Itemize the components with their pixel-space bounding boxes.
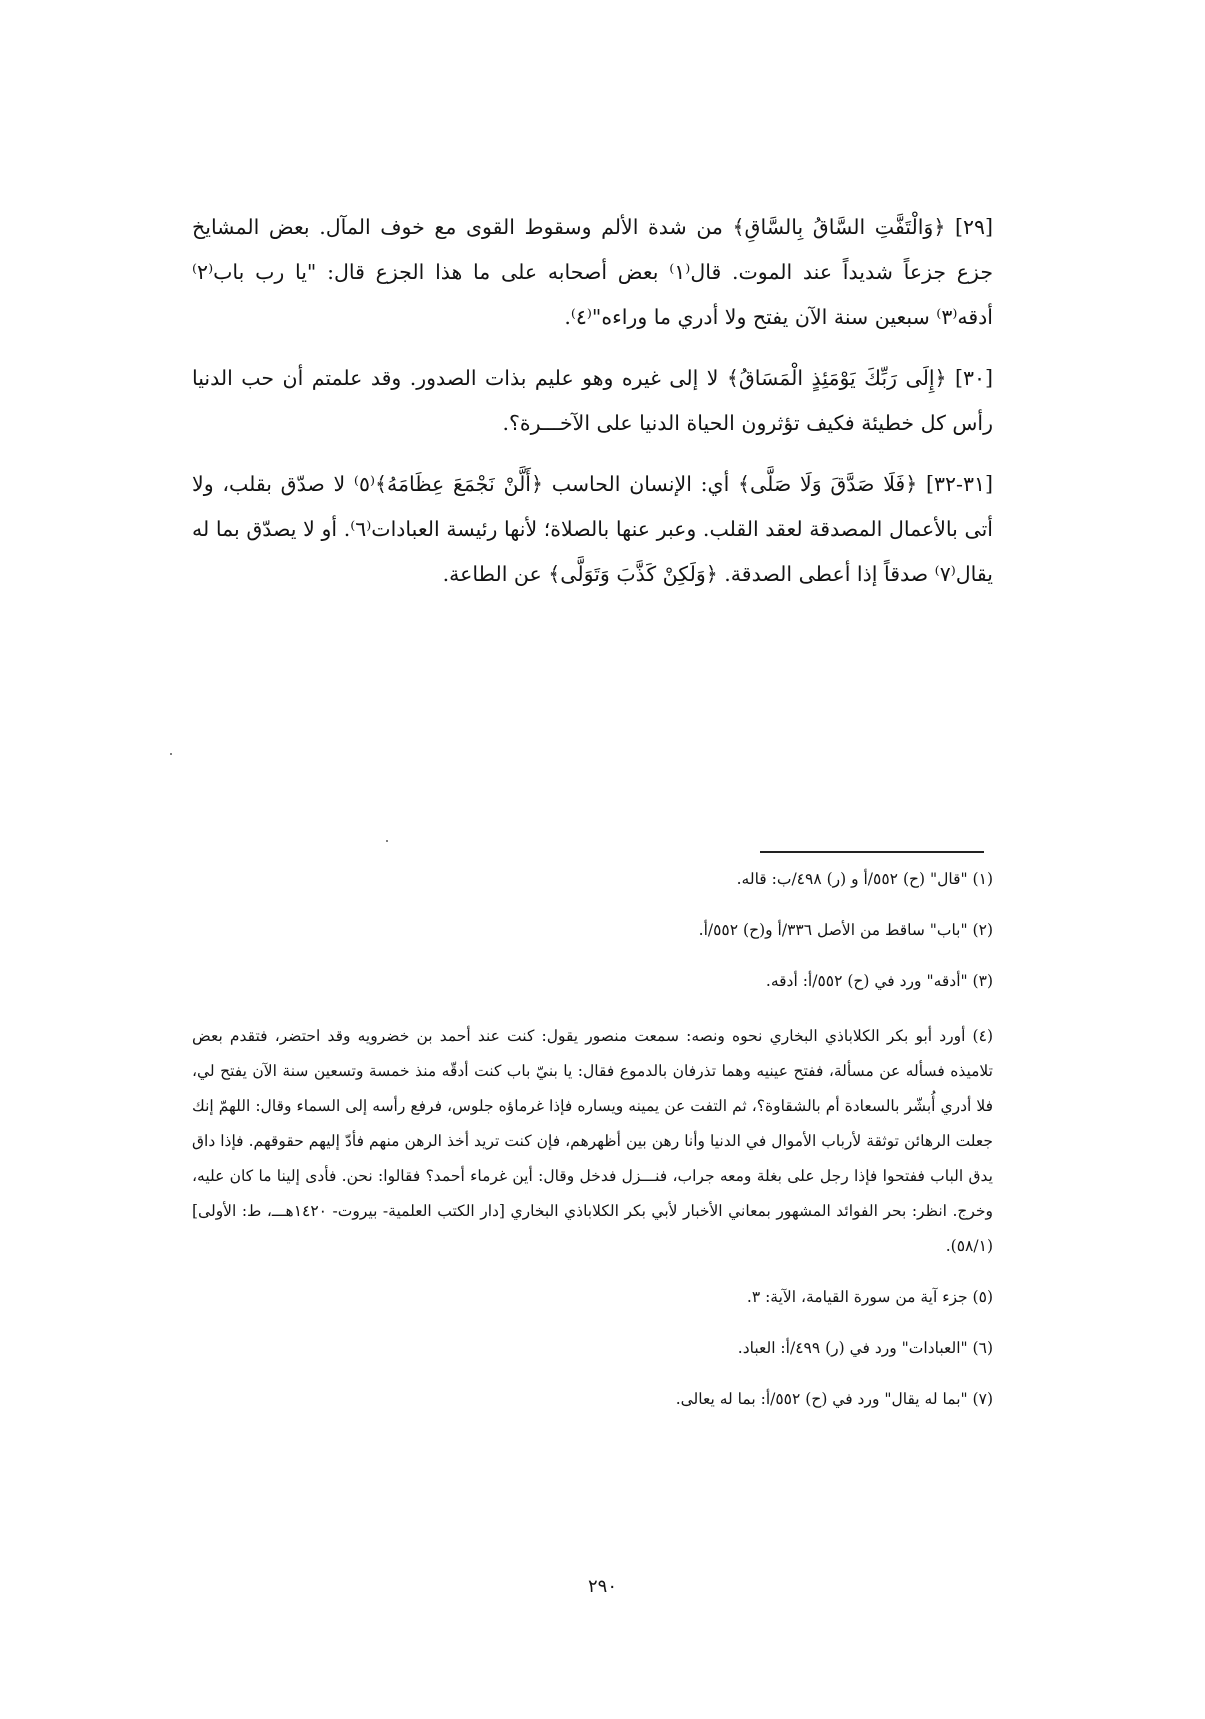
footnote-5: (٥) جزء آية من سورة القيامة، الآية: ٣. [746,1288,993,1306]
scan-speck [386,840,388,842]
footnote-separator [760,851,984,853]
footnote-6: (٦) "العبادات" ورد في (ر) ٤٩٩/أ: العباد. [737,1339,993,1357]
scan-speck [170,753,172,755]
main-text [192,205,993,597]
footnotes [192,866,993,1437]
page-number: ٢٩٠ [587,1576,617,1597]
footnote-4: (٤) أورد أبو بكر الكلاباذي البخاري نحوه ونصه: سمعت منصور يقول: كنت عند أحمد بن خضرويه وقد احتضر، فتقدم بعض تلاميذه فسأله عن مسألة، ففتح عينيه وهما تذرفان بالدموع فقال: يا بنيّ باب كنت أدقّه منذ خمسة وتسعين سنة الآن يفتح لي، فلا أدري أُبشّر بالسعادة أم بالشقاوة؟، ثم التفت عن يمينه ويساره فإذا غرماؤه جلوس، فرفع رأسه إلى السماء وقال: اللهمّ إنك جعلت الرهائن توثقة لأرباب الأموال في الدنيا وأنا رهن بين أظهرهم، فإن كنت تريد أخذ الرهن منهم فأدّ إليهم حقوقهم. فإذا داق يدق الباب ففتحوا فإذا رجل على بغلة ومعه جراب، فنـــزل فدخل وقال: أين غرماء أحمد؟ فقالوا: نحن. فأدى إلينا ما كان عليه، وخرج. انظر: بحر الفوائد المشهور بمعاني الأخبار لأبي بكر الكلاباذي البخاري [دار الكتب العلمية- بيروت- ١٤٢٠هـــ، ط: الأولى] (٥٨/١). [192,1027,993,1255]
footnote-1: (١) "قال" (ح) ٥٥٢/أ و (ر) ٤٩٨/ب: قاله. [736,870,993,888]
paragraph-verse-29: [٢٩] ﴿وَالْتَفَّتِ السَّاقُ بِالسَّاقِ﴾ من شدة الألم وسقوط القوى مع خوف المآل. بعض المشايخ جزع جزعاً شديداً عند الموت. قال⁽١⁾ بعض أصحابه على ما هذا الجزع قال: "يا رب باب⁽٢⁾ أدقه⁽٣⁾ سبعين سنة الآن يفتح ولا أدري ما وراءه"⁽٤⁾. [192,215,994,329]
footnote-3: (٣) "أدقه" ورد في (ح) ٥٥٢/أ: أدقه. [765,972,993,990]
footnote-7: (٧) "بما له يقال" ورد في (ح) ٥٥٢/أ: بما له يعالى. [675,1390,993,1408]
paragraph-verse-31-32: [٣١-٣٢] ﴿فَلَا صَدَّقَ وَلَا صَلَّى﴾ أي: الإنسان الحاسب ﴿أَلَّنْ نَجْمَعَ عِظَامَهُ﴾⁽٥⁾ لا صدّق بقلب، ولا أتى بالأعمال المصدقة لعقد القلب. وعبر عنها بالصلاة؛ لأنها رئيسة العبادات⁽٦⁾. أو لا يصدّق بما له يقال⁽٧⁾ صدقاً إذا أعطى الصدقة. ﴿وَلَكِنْ كَذَّبَ وَتَوَلَّى﴾ عن الطاعة. [192,472,993,586]
footnote-2: (٢) "باب" ساقط من الأصل ٣٣٦/أ و(ح) ٥٥٢/أ. [698,921,993,939]
paragraph-verse-30: [٣٠] ﴿إِلَى رَبِّكَ يَوْمَئِذٍ الْمَسَاقُ﴾ لا إلى غيره وهو عليم بذات الصدور. وقد علمتم أن حب الدنيا رأس كل خطيئة فكيف تؤثرون الحياة الدنيا على الآخـــرة؟. [192,366,993,435]
